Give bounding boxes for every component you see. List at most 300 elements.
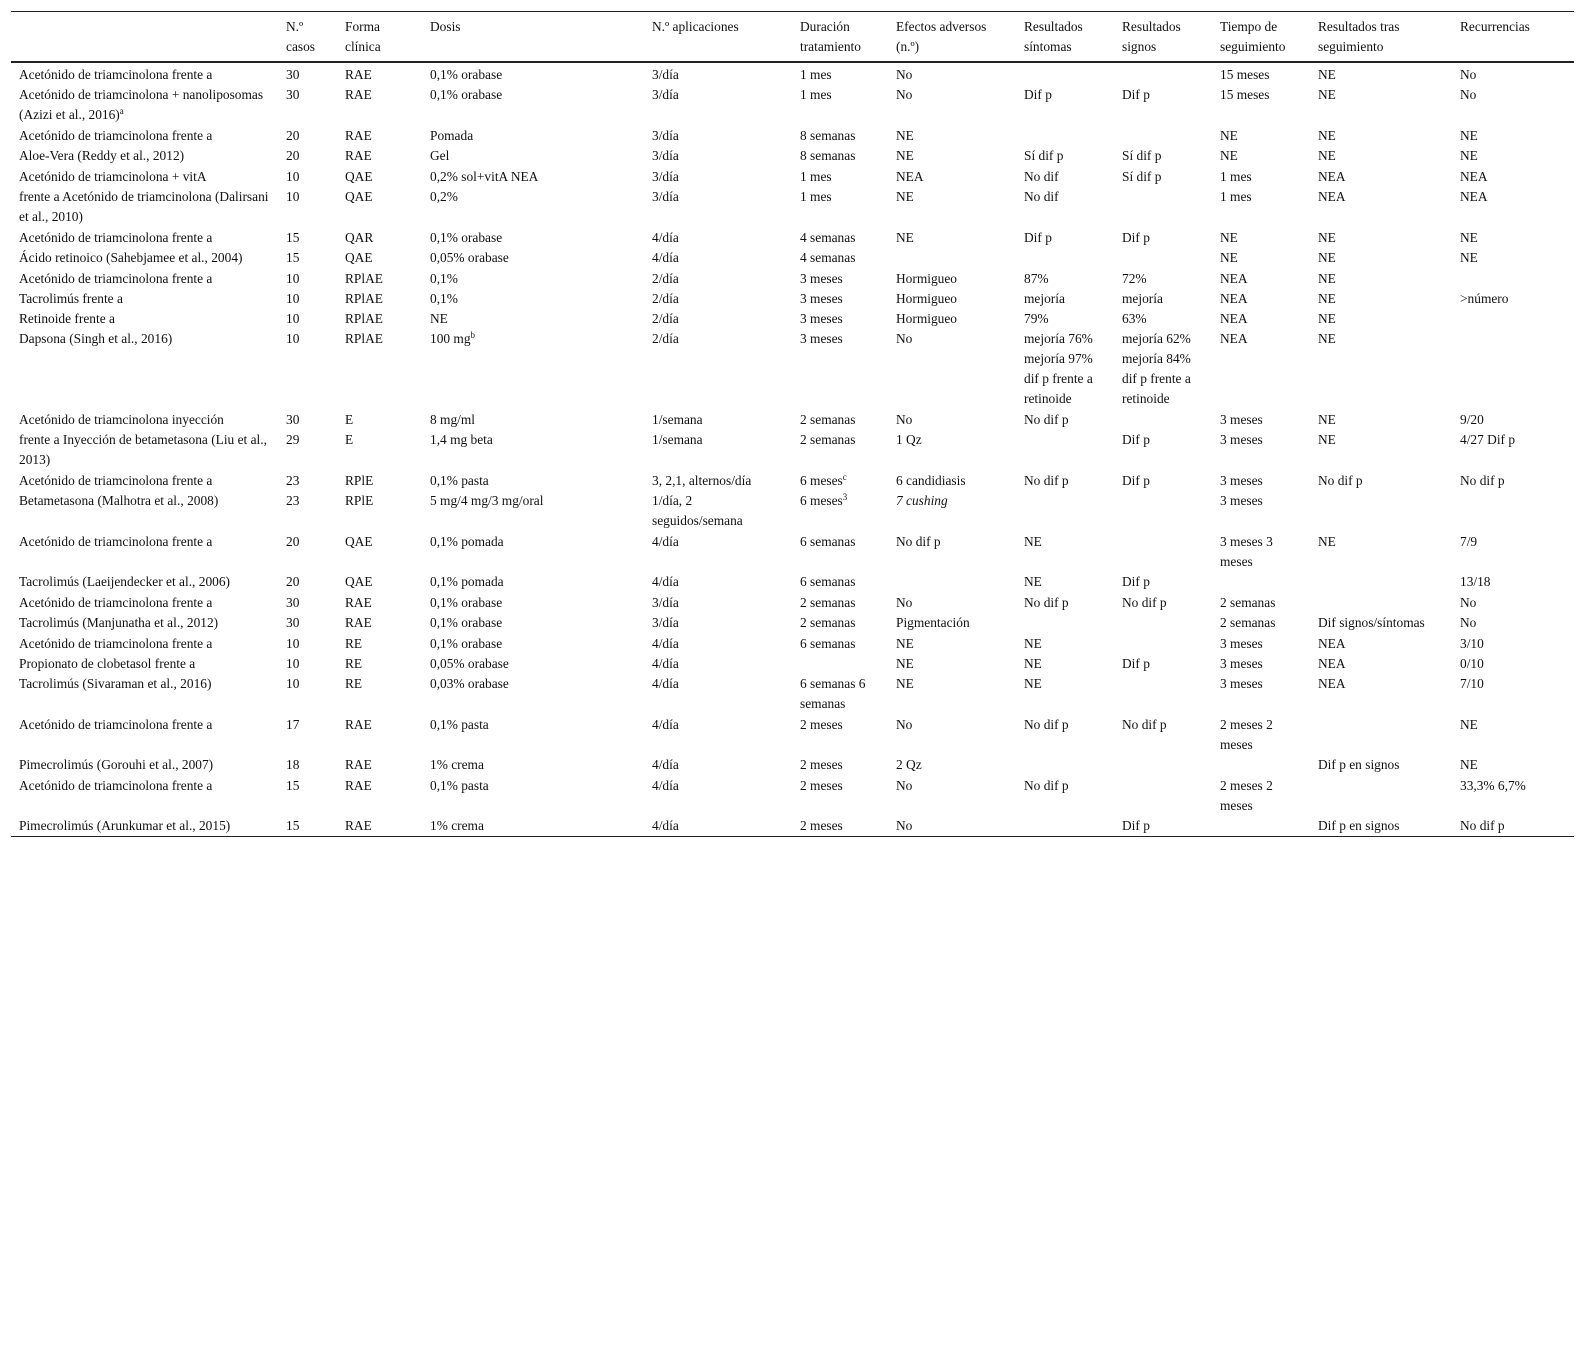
table-cell: No bbox=[896, 67, 913, 82]
table-cell: No dif p bbox=[1122, 717, 1167, 732]
table-cell: No bbox=[1460, 595, 1477, 610]
table-cell: Tacrolimús (Manjunatha et al., 2012) bbox=[19, 615, 219, 630]
table-cell: Acetónido de triamcinolona frente a bbox=[19, 534, 213, 549]
table-cell: Acetónido de triamcinolona + nanoliposomas (Azizi et al., 2016)$^a$ bbox=[19, 87, 264, 122]
table-cell bbox=[1310, 715, 1452, 755]
table-cell: NE bbox=[896, 636, 914, 651]
table-cell: 4/día bbox=[652, 818, 679, 833]
table-cell: 4/día bbox=[652, 636, 679, 651]
table-cell: 79% bbox=[1024, 311, 1049, 326]
table-cell: QAE bbox=[345, 250, 373, 265]
table-cell: NEA bbox=[1318, 676, 1346, 691]
table-cell: 0,1% pomada bbox=[430, 574, 504, 589]
table-cell bbox=[1114, 410, 1212, 430]
table-cell: No bbox=[896, 331, 913, 346]
table-cell: E bbox=[345, 412, 354, 427]
table-row bbox=[11, 715, 1574, 755]
table-cell: Dif p bbox=[1024, 230, 1052, 245]
table-cell: 15 bbox=[286, 230, 300, 245]
table-cell: 1 mes bbox=[1220, 169, 1252, 184]
table-cell: 1 mes bbox=[800, 169, 832, 184]
table-cell: 4/día bbox=[652, 574, 679, 589]
table-cell: 2 semanas bbox=[1220, 615, 1276, 630]
table-cell: RPlE bbox=[345, 473, 374, 488]
table-cell: 1 mes bbox=[800, 67, 832, 82]
table-cell: Dif p bbox=[1122, 473, 1150, 488]
table-cell: Hormigueo bbox=[896, 291, 957, 306]
table-cell: 1 mes bbox=[1220, 189, 1252, 204]
table-cell: 2 meses bbox=[800, 717, 843, 732]
table-cell: 5 mg/4 mg/3 mg/oral bbox=[430, 493, 544, 508]
table-cell: 3/día bbox=[652, 148, 679, 163]
table-cell: 2 Qz bbox=[896, 757, 922, 772]
table-cell: Dif p en signos bbox=[1318, 818, 1400, 833]
table-cell: 2 semanas bbox=[800, 595, 856, 610]
table-cell bbox=[888, 248, 1016, 269]
table-cell: 3 meses bbox=[800, 271, 843, 286]
table-cell bbox=[1114, 532, 1212, 572]
table-cell: Pomada bbox=[430, 128, 474, 143]
table-cell: NE bbox=[1024, 636, 1042, 651]
table-cell: 20 bbox=[286, 128, 300, 143]
table-cell: 6 meses$^3$ bbox=[800, 492, 848, 508]
table-cell: Sí dif p bbox=[1024, 148, 1064, 163]
table-cell: 87% bbox=[1024, 271, 1049, 286]
table-cell: 6 meses$^c$ bbox=[800, 472, 847, 488]
table-cell: 2 semanas bbox=[800, 432, 856, 447]
header-cell: Tiempo de seguimiento bbox=[1220, 19, 1286, 54]
header-cell: Resultados tras seguimiento bbox=[1318, 19, 1400, 54]
table-wrapper bbox=[11, 11, 1574, 837]
table-cell: RPlAE bbox=[345, 291, 383, 306]
table-cell: RE bbox=[345, 636, 363, 651]
header-cell: Resultados síntomas bbox=[1024, 19, 1083, 54]
table-cell: Acetónido de triamcinolona frente a bbox=[19, 595, 213, 610]
table-cell: QAE bbox=[345, 574, 373, 589]
table-cell: Acetónido de triamcinolona inyección bbox=[19, 412, 224, 427]
table-row bbox=[11, 613, 1574, 634]
table-cell: RAE bbox=[345, 595, 372, 610]
table-cell: 7/10 bbox=[1460, 676, 1484, 691]
table-row bbox=[11, 776, 1574, 816]
table-cell bbox=[1016, 755, 1114, 776]
table-cell: Acetónido de triamcinolona frente a bbox=[19, 67, 213, 82]
table-cell: 4 semanas bbox=[800, 250, 856, 265]
table-cell: RAE bbox=[345, 87, 372, 102]
table-cell: NE bbox=[1318, 432, 1336, 447]
table-cell: 1 Qz bbox=[896, 432, 922, 447]
table-cell: 0,03% orabase bbox=[430, 676, 509, 691]
table-cell: 17 bbox=[286, 717, 300, 732]
table-cell bbox=[1114, 248, 1212, 269]
table-cell bbox=[888, 572, 1016, 593]
table-cell: NEA bbox=[1318, 636, 1346, 651]
table-cell: 4 semanas bbox=[800, 230, 856, 245]
table-cell: Betametasona (Malhotra et al., 2008) bbox=[19, 493, 219, 508]
table-cell: NE bbox=[1318, 291, 1336, 306]
table-cell: Tacrolimús (Sivaraman et al., 2016) bbox=[19, 676, 212, 691]
table-cell: 4/día bbox=[652, 534, 679, 549]
table-cell: 3 meses bbox=[1220, 636, 1263, 651]
table-cell: No bbox=[1460, 67, 1477, 82]
header-cell: N.º casos bbox=[286, 19, 316, 54]
table-cell: RPlE bbox=[345, 493, 374, 508]
table-cell: 0,1% pomada bbox=[430, 534, 504, 549]
table-row bbox=[11, 309, 1574, 329]
table-cell: 2 meses bbox=[800, 778, 843, 793]
table-cell: mejoría 62% mejoría 84% dif p frente a retinoide bbox=[1122, 331, 1191, 406]
table-cell: NE bbox=[1460, 230, 1478, 245]
table-row bbox=[11, 572, 1574, 593]
table-body bbox=[11, 62, 1574, 837]
table-cell: RAE bbox=[345, 757, 372, 772]
header-cell: Forma clínica bbox=[345, 19, 381, 54]
table-cell: Acetónido de triamcinolona frente a bbox=[19, 778, 213, 793]
table-row bbox=[11, 410, 1574, 430]
table-cell: 13/18 bbox=[1460, 574, 1491, 589]
table-row bbox=[11, 491, 1574, 532]
table-cell: RAE bbox=[345, 615, 372, 630]
table-cell bbox=[792, 654, 888, 674]
table-cell: Propionato de clobetasol frente a bbox=[19, 656, 196, 671]
table-row bbox=[11, 62, 1574, 85]
table-cell: Dif p bbox=[1122, 656, 1150, 671]
table-cell: 63% bbox=[1122, 311, 1147, 326]
table-cell: Pimecrolimús (Arunkumar et al., 2015) bbox=[19, 818, 231, 833]
table-row bbox=[11, 674, 1574, 715]
table-cell: NE bbox=[1024, 676, 1042, 691]
table-cell: Gel bbox=[430, 148, 450, 163]
table-cell: NE bbox=[1318, 128, 1336, 143]
table-row bbox=[11, 146, 1574, 167]
table-cell: 10 bbox=[286, 656, 300, 671]
table-cell: Ácido retinoico (Sahebjamee et al., 2004) bbox=[19, 250, 243, 265]
table-cell: NE bbox=[896, 656, 914, 671]
header-cell: Duración tratamiento bbox=[800, 19, 861, 54]
table-cell: Dif signos/síntomas bbox=[1318, 615, 1425, 630]
table-row bbox=[11, 289, 1574, 309]
table-cell: NEA bbox=[1318, 189, 1346, 204]
table-cell: 3 meses bbox=[800, 311, 843, 326]
table-cell: 6 semanas bbox=[800, 636, 856, 651]
table-cell: Dapsona (Singh et al., 2016) bbox=[19, 331, 173, 346]
table-cell bbox=[1016, 62, 1114, 85]
table-cell: 15 meses bbox=[1220, 67, 1270, 82]
table-cell: 3/10 bbox=[1460, 636, 1484, 651]
table-cell: NE bbox=[896, 128, 914, 143]
table-cell: Sí dif p bbox=[1122, 169, 1162, 184]
table-cell: 0,2% sol+vitA NEA bbox=[430, 169, 539, 184]
table-cell: 33,3% 6,7% bbox=[1460, 778, 1526, 793]
table-row bbox=[11, 634, 1574, 654]
table-cell: NE bbox=[1318, 271, 1336, 286]
table-cell: mejoría 76% mejoría 97% dif p frente a retinoide bbox=[1024, 331, 1093, 406]
table-cell: No dif p bbox=[1024, 717, 1069, 732]
table-cell: Acetónido de triamcinolona frente a bbox=[19, 128, 213, 143]
table-cell: NE bbox=[1460, 250, 1478, 265]
table-cell: NE bbox=[1318, 250, 1336, 265]
table-cell: NE bbox=[1220, 128, 1238, 143]
table-cell: NE bbox=[1318, 412, 1336, 427]
table-cell: >número bbox=[1460, 291, 1509, 306]
table-row bbox=[11, 228, 1574, 248]
table-cell bbox=[1114, 776, 1212, 816]
table-cell: NE bbox=[1318, 331, 1336, 346]
table-cell: No dif p bbox=[1460, 818, 1505, 833]
table-cell: 10 bbox=[286, 311, 300, 326]
table-cell: NE bbox=[896, 148, 914, 163]
table-cell: Dif p bbox=[1122, 818, 1150, 833]
table-cell: 2 meses bbox=[800, 757, 843, 772]
table-cell: NEA bbox=[1220, 291, 1248, 306]
table-cell: RAE bbox=[345, 148, 372, 163]
table-cell: 3 meses bbox=[1220, 432, 1263, 447]
table-cell: 1% crema bbox=[430, 818, 484, 833]
table-cell: Acetónido de triamcinolona frente a bbox=[19, 230, 213, 245]
table-cell: 6 semanas 6 semanas bbox=[800, 676, 866, 711]
table-cell: 0,05% orabase bbox=[430, 656, 509, 671]
table-cell: Dif p bbox=[1122, 230, 1150, 245]
table-cell bbox=[1310, 593, 1452, 613]
table-cell: 10 bbox=[286, 271, 300, 286]
table-cell: NE bbox=[1460, 148, 1478, 163]
table-cell: NEA bbox=[1460, 169, 1488, 184]
table-row bbox=[11, 187, 1574, 228]
table-cell: Pimecrolimús (Gorouhi et al., 2007) bbox=[19, 757, 214, 772]
table-cell: 0,2% bbox=[430, 189, 458, 204]
table-cell: 2/día bbox=[652, 291, 679, 306]
table-cell bbox=[1114, 62, 1212, 85]
table-cell: NE bbox=[1024, 534, 1042, 549]
table-cell bbox=[1212, 572, 1310, 593]
table-cell bbox=[1016, 430, 1114, 471]
header-cell: Resultados signos bbox=[1122, 19, 1181, 54]
table-cell: 3/día bbox=[652, 87, 679, 102]
table-cell: NE bbox=[1318, 534, 1336, 549]
table-cell: NE bbox=[1024, 656, 1042, 671]
table-cell: 0,1% pasta bbox=[430, 473, 489, 488]
table-row bbox=[11, 471, 1574, 491]
table-cell bbox=[1114, 755, 1212, 776]
table-cell: No bbox=[896, 87, 913, 102]
table-cell: 15 bbox=[286, 250, 300, 265]
comparison-table bbox=[11, 11, 1574, 837]
header-row bbox=[11, 12, 1574, 63]
table-cell: NEA bbox=[1220, 331, 1248, 346]
table-cell: 2 semanas bbox=[800, 412, 856, 427]
table-cell bbox=[1114, 634, 1212, 654]
table-cell: 0,1% pasta bbox=[430, 778, 489, 793]
table-cell: 0,1% bbox=[430, 291, 458, 306]
table-cell: 0,1% orabase bbox=[430, 87, 503, 102]
table-cell: 15 bbox=[286, 818, 300, 833]
table-cell: 6 semanas bbox=[800, 534, 856, 549]
table-cell: mejoría bbox=[1122, 291, 1163, 306]
table-cell: RAE bbox=[345, 67, 372, 82]
table-row bbox=[11, 593, 1574, 613]
table-cell: 2/día bbox=[652, 311, 679, 326]
table-cell: No dif p bbox=[1024, 473, 1069, 488]
table-cell: NEA bbox=[1318, 656, 1346, 671]
table-cell: Dif p en signos bbox=[1318, 757, 1400, 772]
table-cell: 3/día bbox=[652, 169, 679, 184]
table-cell: No dif p bbox=[1122, 595, 1167, 610]
table-cell: NE bbox=[1220, 230, 1238, 245]
table-cell: 100 $mg^b$ bbox=[430, 330, 476, 346]
table-cell: 2 semanas bbox=[1220, 595, 1276, 610]
table-cell: No bbox=[1460, 87, 1477, 102]
table-cell: 4/día bbox=[652, 656, 679, 671]
table-cell: frente a Inyección de betametasona (Liu et al., 2013) bbox=[19, 432, 267, 467]
table-cell: 23 bbox=[286, 473, 300, 488]
table-cell: 23 bbox=[286, 493, 300, 508]
table-cell: RPlAE bbox=[345, 271, 383, 286]
table-cell: No bbox=[896, 412, 913, 427]
table-cell: Pigmentación bbox=[896, 615, 970, 630]
table-cell: Hormigueo bbox=[896, 271, 957, 286]
table-cell: NE bbox=[1318, 230, 1336, 245]
table-cell: 30 bbox=[286, 412, 300, 427]
table-cell bbox=[1452, 309, 1574, 329]
table-cell: 1 mes bbox=[800, 87, 832, 102]
table-cell bbox=[1212, 816, 1310, 837]
table-cell: No dif p bbox=[896, 534, 941, 549]
table-cell bbox=[1016, 491, 1114, 532]
table-cell: NEA bbox=[1220, 311, 1248, 326]
table-cell: 72% bbox=[1122, 271, 1147, 286]
footnote-mark: 3 bbox=[842, 492, 848, 502]
table-cell: 30 bbox=[286, 87, 300, 102]
table-cell: No bbox=[896, 595, 913, 610]
table-cell: 30 bbox=[286, 67, 300, 82]
table-cell: NE bbox=[1460, 128, 1478, 143]
table-cell: RE bbox=[345, 676, 363, 691]
table-cell: QAE bbox=[345, 169, 373, 184]
table-cell: 3 meses bbox=[1220, 493, 1263, 508]
table-cell bbox=[1114, 674, 1212, 715]
table-cell bbox=[1310, 572, 1452, 593]
header-cell: N.º aplicaciones bbox=[652, 19, 739, 34]
table-cell: NE bbox=[1024, 574, 1042, 589]
table-cell bbox=[1016, 126, 1114, 146]
table-cell: 3/día bbox=[652, 189, 679, 204]
table-cell: mejoría bbox=[1024, 291, 1065, 306]
footnote-mark: a bbox=[119, 106, 124, 116]
table-cell: QAR bbox=[345, 230, 374, 245]
header-cell: Efectos adversos (n.º) bbox=[896, 19, 987, 54]
table-cell: Hormigueo bbox=[896, 311, 957, 326]
table-cell: Acetónido de triamcinolona + vitA bbox=[19, 169, 207, 184]
table-cell: RAE bbox=[345, 717, 372, 732]
table-cell bbox=[1310, 776, 1452, 816]
table-cell: No bbox=[896, 818, 913, 833]
table-row bbox=[11, 816, 1574, 837]
table-cell: 4/día bbox=[652, 676, 679, 691]
table-cell: 1% crema bbox=[430, 757, 484, 772]
table-cell bbox=[1114, 126, 1212, 146]
table-cell: 3 meses bbox=[800, 291, 843, 306]
table-cell: Acetónido de triamcinolona frente a bbox=[19, 717, 213, 732]
table-cell: QAE bbox=[345, 534, 373, 549]
table-cell: 3 meses bbox=[1220, 676, 1263, 691]
table-cell: 6 semanas bbox=[800, 574, 856, 589]
table-cell: 4/día bbox=[652, 778, 679, 793]
table-cell: 20 bbox=[286, 534, 300, 549]
table-cell: 10 bbox=[286, 636, 300, 651]
table-cell: NEA bbox=[1460, 189, 1488, 204]
table-cell: RAE bbox=[345, 818, 372, 833]
table-cell: 10 bbox=[286, 189, 300, 204]
table-cell: 3 meses bbox=[1220, 656, 1263, 671]
table-cell: 2 semanas bbox=[800, 615, 856, 630]
table-cell: 10 bbox=[286, 676, 300, 691]
table-cell bbox=[1452, 329, 1574, 410]
table-cell: Tacrolimús frente a bbox=[19, 291, 123, 306]
table-cell: Acetónido de triamcinolona frente a bbox=[19, 636, 213, 651]
table-cell: 18 bbox=[286, 757, 300, 772]
table-cell: NE bbox=[896, 189, 914, 204]
table-cell: 7/9 bbox=[1460, 534, 1478, 549]
table-cell bbox=[1114, 491, 1212, 532]
table-row bbox=[11, 755, 1574, 776]
table-cell: 3, 2,1, alternos/día bbox=[652, 473, 752, 488]
table-cell: Aloe-Vera (Reddy et al., 2012) bbox=[19, 148, 185, 163]
header-cell bbox=[11, 12, 278, 63]
table-cell: 1,4 mg beta bbox=[430, 432, 493, 447]
table-row bbox=[11, 85, 1574, 126]
table-cell: NE bbox=[1460, 757, 1478, 772]
table-cell: NE bbox=[1318, 148, 1336, 163]
table-cell: Dif p bbox=[1122, 87, 1150, 102]
table-cell: 30 bbox=[286, 595, 300, 610]
table-cell: 4/día bbox=[652, 250, 679, 265]
table-cell bbox=[1212, 755, 1310, 776]
table-row bbox=[11, 126, 1574, 146]
table-row bbox=[11, 329, 1574, 410]
table-cell: NEA bbox=[1318, 169, 1346, 184]
table-cell: 3 meses 3 meses bbox=[1220, 534, 1273, 569]
table-cell: RAE bbox=[345, 128, 372, 143]
table-cell: 0,1% orabase bbox=[430, 67, 503, 82]
table-row bbox=[11, 654, 1574, 674]
table-cell: NEA bbox=[1220, 271, 1248, 286]
table-cell: NE bbox=[1220, 148, 1238, 163]
table-cell bbox=[1016, 613, 1114, 634]
table-cell: QAE bbox=[345, 189, 373, 204]
table-cell: 0,1% bbox=[430, 271, 458, 286]
table-cell: RPlAE bbox=[345, 311, 383, 326]
table-cell: 20 bbox=[286, 148, 300, 163]
table-cell: No dif p bbox=[1024, 778, 1069, 793]
table-cell: 0/10 bbox=[1460, 656, 1484, 671]
table-cell: 3 meses bbox=[1220, 473, 1263, 488]
footnote-mark: b bbox=[470, 330, 476, 340]
table-cell: 6 candidiasis bbox=[896, 473, 966, 488]
footnote-mark: c bbox=[842, 472, 847, 482]
table-cell: 9/20 bbox=[1460, 412, 1484, 427]
table-cell: 4/día bbox=[652, 230, 679, 245]
table-cell: NE bbox=[1220, 250, 1238, 265]
table-cell: No dif bbox=[1024, 169, 1059, 184]
table-cell: 2/día bbox=[652, 331, 679, 346]
table-cell: NE bbox=[1460, 717, 1478, 732]
table-cell: No bbox=[1460, 615, 1477, 630]
table-row bbox=[11, 248, 1574, 269]
table-cell: 4/27 Dif p bbox=[1460, 432, 1516, 447]
table-cell bbox=[1016, 816, 1114, 837]
table-row bbox=[11, 167, 1574, 187]
table-cell: Acetónido de triamcinolona frente a bbox=[19, 473, 213, 488]
